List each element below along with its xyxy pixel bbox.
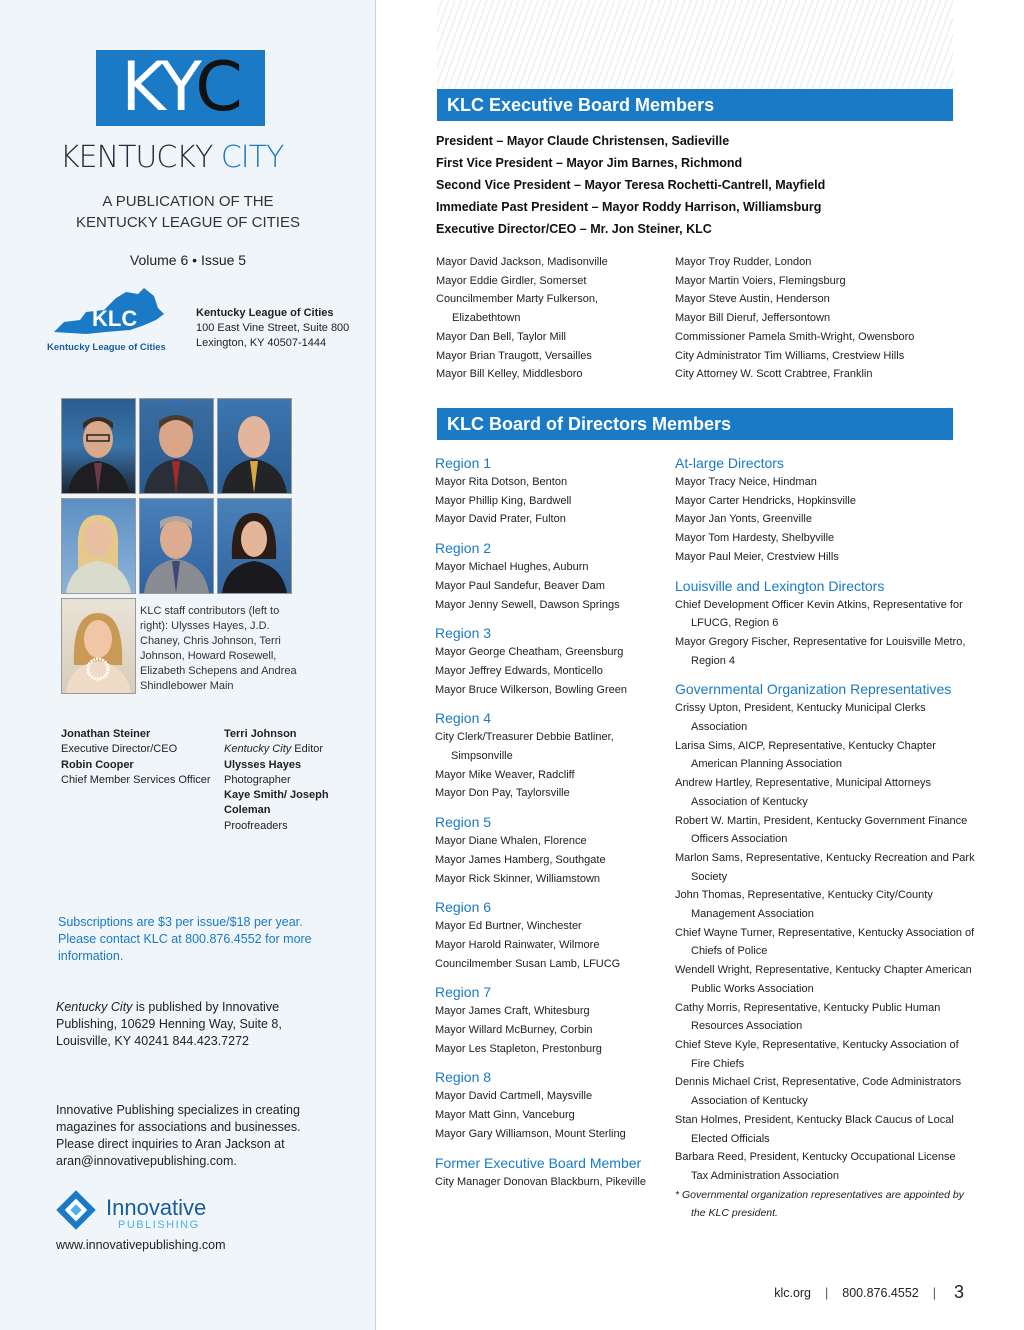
officer-line: Executive Director/CEO – Mr. Jon Steiner, KLC [436,222,712,236]
member-item: Mayor Gary Williamson, Mount Sterling [435,1127,626,1140]
member-item: Mayor Matt Ginn, Vanceburg [435,1109,575,1122]
member-item: City Clerk/Treasurer Debbie Batliner, Simpsonville [435,731,614,763]
member-item: Mayor Troy Rudder, London [675,256,812,268]
publisher-info-italic: Kentucky City [56,1000,133,1014]
klc-logo-caption: Kentucky League of Cities [47,342,166,353]
group-heading: Region 5 [435,814,492,831]
member-item: Larisa Sims, AICP, Representative, Kentucky Chapter American Planning Association [675,739,936,771]
footer-site-link[interactable]: klc.org [774,1285,812,1300]
member-item: John Thomas, Representative, Kentucky City/County Management Association [675,889,933,921]
member-item: City Manager Donovan Blackburn, Pikeville [435,1175,646,1188]
group-heading: Region 7 [435,984,492,1001]
innovative-publishing-logo [56,1188,216,1232]
address-line-1: 100 East Vine Street, Suite 800 [196,322,350,334]
staff-name: Jonathan Steiner [61,728,151,740]
member-item: Chief Development Officer Kevin Atkins, Representative for LFUCG, Region 6 [675,598,963,630]
member-item: Mayor Paul Sandefur, Beaver Dam [435,579,605,592]
member-item: Mayor Dan Bell, Taylor Mill [436,330,567,343]
staff-name: Terri Johnson [224,728,297,740]
member-item: Mayor Tom Hardesty, Shelbyville [675,532,835,545]
member-item: Mayor Ed Burtner, Winchester [435,920,582,933]
executive-members-right [675,253,965,384]
group-heading: Region 6 [435,899,492,916]
member-item: Commissioner Pamela Smith-Wright, Owensboro [675,330,915,343]
executive-members-left [436,253,666,384]
member-item: Mayor Harold Rainwater, Wilmore [435,938,600,951]
member-item: Mayor Diane Whalen, Florence [435,835,587,848]
staff-role: Proofreaders [224,819,288,832]
title-kentucky: KENTUCKY [60,140,213,175]
member-item: Mayor Les Stapleton, Prestonburg [435,1042,602,1055]
member-item: Mayor David Cartmell, Maysville [435,1090,593,1103]
member-item: Mayor Martin Voiers, Flemingsburg [675,274,846,287]
staff-photo-2 [139,398,214,494]
member-item: Dennis Michael Crist, Representative, Code Administrators Association of Kentucky [675,1076,962,1108]
member-item: Mayor George Cheatham, Greensburg [435,646,624,659]
member-item: Mayor David Jackson, Madisonville [436,256,608,268]
member-item: Mayor James Hamberg, Southgate [435,853,606,866]
member-item: Councilmember Marty Fulkerson, Elizabethtown [436,293,598,325]
member-item: Mayor Eddie Girdler, Somerset [436,274,587,287]
member-item: Mayor Bill Kelley, Middlesboro [436,368,583,381]
member-item: Mayor Rick Skinner, Williamstown [435,872,601,885]
staff-role: Chief Member Services Officer [61,773,211,786]
member-item: Wendell Wright, Representative, Kentucky Chapter American Public Works Association [675,964,972,995]
officer-line: First Vice President – Mayor Jim Barnes, Richmond [436,156,743,170]
officer-line: President – Mayor Claude Christensen, Sadieville [436,134,730,148]
staff-name: Ulysses Hayes [224,758,302,771]
member-item: Mayor Brian Traugott, Versailles [436,349,592,362]
member-item: Mayor James Craft, Whitesburg [435,1005,590,1018]
sidebar [0,0,376,1330]
staff-name: Robin Cooper [61,758,134,771]
member-item: Robert W. Martin, President, Kentucky Government Finance Officers Association [675,814,968,846]
staff-role-rest: Editor [291,743,324,756]
kyc-logo-text: KYC [121,48,240,127]
directors-left-column [435,453,650,1191]
address-name: Kentucky League of Cities [196,307,334,319]
group-heading: Region 3 [435,625,492,642]
member-item: Mayor Bruce Wilkerson, Bowling Green [435,683,627,696]
member-item: Crissy Upton, President, Kentucky Municipal Clerks Association [675,702,926,734]
staff-role: Executive Director/CEO [61,743,178,756]
staff-photo-4 [61,498,136,594]
klc-address [196,306,349,351]
staff-photo-1 [61,398,136,494]
member-item: Councilmember Susan Lamb, LFUCG [435,957,621,970]
staff-role: Photographer [224,773,291,786]
group-heading: Governmental Organization Representatives [675,681,952,698]
photo-caption: KLC staff contributors (left to right): Ulysses Hayes, J.D. Chaney, Chris Johnson, Terri Johnson, Howard Rosewell, Elizabeth Schepens and Andrea Shindlebower Main [140,605,297,692]
member-item: Cathy Morris, Representative, Kentucky Public Human Resources Association [675,1001,941,1033]
page-footer [774,1282,964,1303]
footer-separator: | [932,1285,936,1300]
group-heading: Region 2 [435,540,492,557]
subscriptions-note: Subscriptions are $3 per issue/$18 per year. Please contact KLC at 800.876.4552 for more information. [58,915,312,963]
footer-phone: 800.876.4552 [842,1285,919,1300]
staff-list-left [61,727,211,788]
staff-list-right [224,727,344,834]
staff-name: Kaye Smith/ Joseph Coleman [224,789,329,817]
title-city: CITY [220,140,284,175]
publishing-label: PUBLISHING [118,1219,200,1231]
staff-role [224,742,344,757]
footnote: * Governmental organization representatives are appointed by the KLC president. [675,1188,964,1220]
member-item: Mayor Rita Dotson, Benton [435,476,568,488]
volume-issue: Volume 6 • Issue 5 [129,252,247,268]
decorative-hatch [437,0,953,90]
page-number: 3 [953,1282,964,1302]
group-heading: Louisville and Lexington Directors [675,577,885,594]
member-item: City Administrator Tim Williams, Crestview Hills [675,349,905,362]
directors-right-column [675,453,975,1223]
member-item: Mayor Tracy Neice, Hindman [675,476,817,488]
member-item: Marlon Sams, Representative, Kentucky Recreation and Park Society [675,851,975,883]
member-item: Mayor Gregory Fischer, Representative for Louisville Metro, Region 4 [675,635,966,667]
staff-photo-6 [217,498,292,594]
member-item: Andrew Hartley, Representative, Municipal Attorneys Association of Kentucky [675,777,931,808]
member-item: Barbara Reed, President, Kentucky Occupational License Tax Administration Association [675,1151,956,1182]
member-item: Mayor Jenny Sewell, Dawson Springs [435,598,620,611]
member-item: Stan Holmes, President, Kentucky Black Caucus of Local Elected Officials [675,1113,954,1145]
staff-photo-5 [139,498,214,594]
board-of-directors-heading: KLC Board of Directors Members [437,408,953,440]
member-item: Mayor Don Pay, Taylorsville [435,787,570,800]
publisher-info-rest: is published by Innovative Publishing, 10629 Henning Way, Suite 8, Louisville, KY 40241 844.423.7272 [56,1000,282,1048]
group-heading: Region 1 [435,455,492,471]
publisher-description: Innovative Publishing specializes in creating magazines for associations and businesses. Please direct inquiries to Aran Jackson at aran@innovativepublishing.com. [56,1103,301,1168]
magazine-title [60,140,310,175]
publisher-info [56,999,331,1050]
group-heading: At-large Directors [675,455,784,471]
member-item: Chief Steve Kyle, Representative, Kentucky Association of Fire Chiefs [675,1038,959,1070]
publisher-website-link[interactable]: www.innovativepublishing.com [56,1238,226,1252]
member-item: Mayor Michael Hughes, Auburn [435,561,589,574]
member-item: Mayor Bill Dieruf, Jeffersontown [675,312,831,325]
kyc-logo [96,50,265,126]
executive-officers [436,130,825,240]
member-item: Mayor Carter Hendricks, Hopkinsville [675,494,856,507]
member-item: Mayor Paul Meier, Crestview Hills [675,550,839,563]
staff-role-italic: Kentucky City [224,743,292,756]
member-item: Mayor Mike Weaver, Radcliff [435,768,575,781]
member-item: Mayor Steve Austin, Henderson [675,293,830,306]
group-heading: Region 4 [435,710,492,727]
address-line-2: Lexington, KY 40507-1444 [196,337,327,349]
klc-logo [46,286,181,354]
executive-board-heading: KLC Executive Board Members [437,89,953,121]
member-item: Mayor Jeffrey Edwards, Monticello [435,664,603,677]
member-item: Mayor Jan Yonts, Greenville [675,513,812,526]
member-item: City Attorney W. Scott Crabtree, Franklin [675,368,873,381]
group-heading: Former Executive Board Member [435,1154,642,1171]
footer-separator: | [825,1285,829,1300]
member-item: Mayor Willard McBurney, Corbin [435,1024,593,1037]
member-item: Mayor David Prater, Fulton [435,513,566,526]
staff-photo-7 [61,598,136,694]
publication-line-2: KENTUCKY LEAGUE OF CITIES [76,214,300,231]
member-item: Chief Wayne Turner, Representative, Kentucky Association of Chiefs of Police [675,926,975,958]
klc-logo-text: KLC [92,306,138,331]
officer-line: Immediate Past President – Mayor Roddy Harrison, Williamsburg [436,200,822,214]
member-item: Mayor Phillip King, Bardwell [435,494,572,507]
group-heading: Region 8 [435,1069,492,1086]
staff-photo-3 [217,398,292,494]
publication-line-1: A PUBLICATION OF THE [102,193,274,210]
innovative-name: Innovative [106,1195,207,1220]
officer-line: Second Vice President – Mayor Teresa Rochetti-Cantrell, Mayfield [436,178,826,192]
